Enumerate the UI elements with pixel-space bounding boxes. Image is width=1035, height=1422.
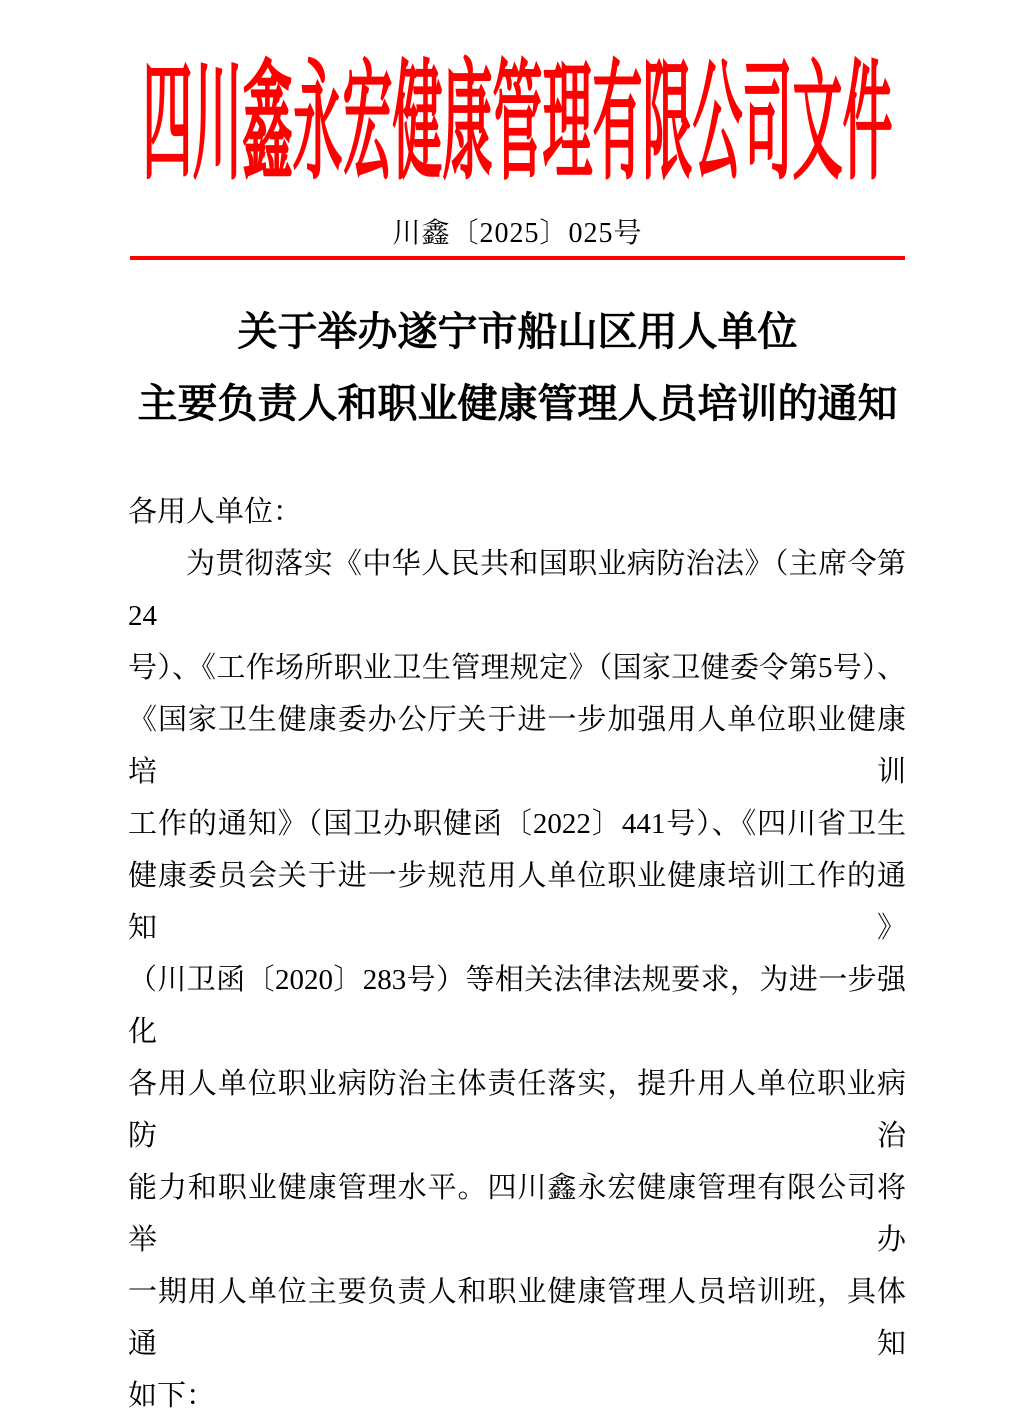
red-separator-rule: [130, 256, 905, 260]
body-line: 能力和职业健康管理水平。四川鑫永宏健康管理有限公司将举办: [128, 1172, 906, 1256]
body-line: 工作的通知》（国卫办职健函〔2022〕441号）、《四川省卫生: [128, 808, 906, 840]
body-line: 健康委员会关于进一步规范用人单位职业健康培训工作的通知》: [128, 860, 906, 944]
body-line: 为贯彻落实《中华人民共和国职业病防治法》（主席令第24: [128, 548, 906, 632]
body-line: 号）、《工作场所职业卫生管理规定》（国家卫健委令第5号）、: [128, 652, 906, 684]
body-line: 各用人单位职业病防治主体责任落实，提升用人单位职业病防治: [128, 1068, 906, 1152]
body-line: 如下：: [128, 1380, 216, 1412]
document-title-line-2: 主要负责人和职业健康管理人员培训的通知: [137, 381, 898, 426]
document-title: [0, 296, 1035, 440]
document-body: [128, 486, 906, 1422]
letterhead-title: 四川鑫永宏健康管理有限公司文件: [142, 50, 893, 196]
body-line: 《国家卫生健康委办公厅关于进一步加强用人单位职业健康培训: [128, 704, 906, 788]
body-line: （川卫函〔2020〕283号）等相关法律法规要求，为进一步强化: [128, 964, 906, 1048]
body-line: 一期用人单位主要负责人和职业健康管理人员培训班，具体通知: [128, 1276, 906, 1360]
document-title-line-1: 关于举办遂宁市船山区用人单位: [237, 309, 798, 354]
document-number: 川鑫〔2025〕025号: [392, 218, 643, 249]
salutation-line: 各用人单位：: [128, 496, 303, 528]
